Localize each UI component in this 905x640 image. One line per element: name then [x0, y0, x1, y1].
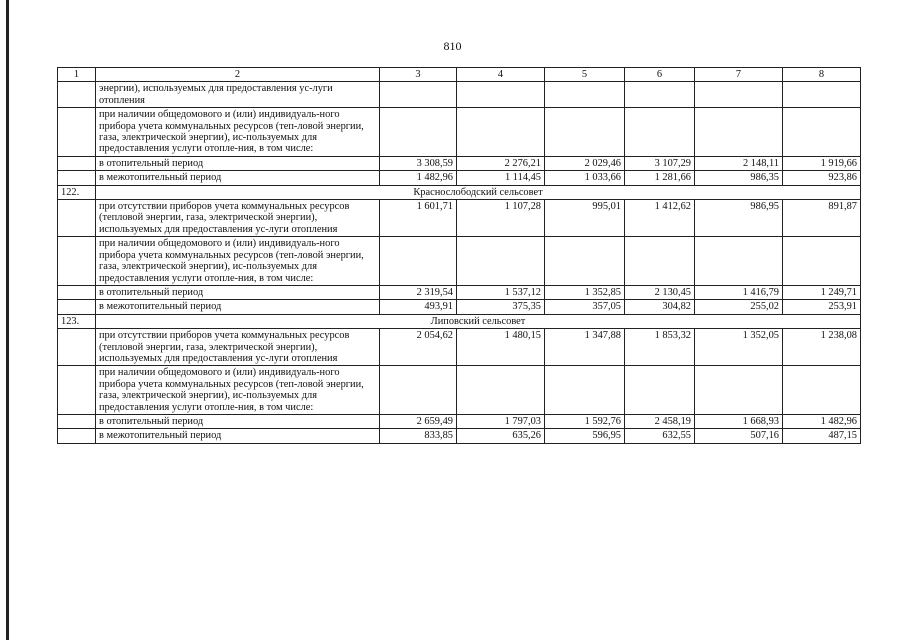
value-cell: 2 276,21	[457, 156, 545, 170]
value-cell: 995,01	[545, 200, 625, 237]
section-number: 123.	[58, 314, 96, 328]
value-cell: 375,35	[457, 300, 545, 314]
row-description: в отопительный период	[96, 156, 380, 170]
value-cell	[545, 366, 625, 415]
value-cell	[783, 82, 861, 108]
value-cell	[695, 366, 783, 415]
value-cell	[695, 237, 783, 286]
value-cell	[625, 366, 695, 415]
value-cell	[380, 108, 457, 157]
value-cell: 1 482,96	[380, 171, 457, 185]
table-body	[58, 68, 861, 444]
value-cell	[625, 108, 695, 157]
row-number-cell	[58, 171, 96, 185]
row-description: при отсутствии приборов учета коммунальных ресурсов (тепловой энергии, газа, электрической энергии), используемых для предоставления ус-луги отопления	[96, 200, 380, 237]
row-description: в отопительный период	[96, 285, 380, 299]
page-number: 810	[443, 39, 462, 53]
row-number-cell	[58, 237, 96, 286]
value-cell: 596,95	[545, 429, 625, 443]
table-row	[58, 200, 861, 237]
value-cell	[380, 237, 457, 286]
header-cell: 6	[625, 68, 695, 82]
value-cell: 1 601,71	[380, 200, 457, 237]
value-cell	[545, 82, 625, 108]
table-row	[58, 171, 861, 185]
table-row	[58, 108, 861, 157]
value-cell: 1 412,62	[625, 200, 695, 237]
tariff-table	[57, 67, 861, 444]
header-cell: 4	[457, 68, 545, 82]
value-cell: 1 416,79	[695, 285, 783, 299]
row-number-cell	[58, 156, 96, 170]
value-cell: 923,86	[783, 171, 861, 185]
value-cell: 1 352,85	[545, 285, 625, 299]
row-number-cell	[58, 414, 96, 428]
value-cell: 1 853,32	[625, 329, 695, 366]
value-cell: 833,85	[380, 429, 457, 443]
value-cell	[695, 108, 783, 157]
value-cell	[783, 237, 861, 286]
row-number-cell	[58, 285, 96, 299]
row-number-cell	[58, 300, 96, 314]
value-cell	[545, 237, 625, 286]
table-row	[58, 156, 861, 170]
value-cell	[545, 108, 625, 157]
row-description: при наличии общедомового и (или) индивидуаль-ного прибора учета коммунальных ресурсов (теп-ловой энергии, газа, электрической энергии), ис-пользуемых для предоставления услуги отопле-ния, в том числе:	[96, 366, 380, 415]
value-cell: 2 659,49	[380, 414, 457, 428]
section-title: Липовский сельсовет	[96, 314, 861, 328]
value-cell: 507,16	[695, 429, 783, 443]
value-cell: 2 130,45	[625, 285, 695, 299]
value-cell	[625, 237, 695, 286]
value-cell: 357,05	[545, 300, 625, 314]
header-row	[58, 68, 861, 82]
value-cell: 2 458,19	[625, 414, 695, 428]
value-cell	[457, 82, 545, 108]
value-cell: 635,26	[457, 429, 545, 443]
row-description: при наличии общедомового и (или) индивидуаль-ного прибора учета коммунальных ресурсов (теп-ловой энергии, газа, электрической энергии), ис-пользуемых для предоставления услуги отопле-ния, в том числе:	[96, 108, 380, 157]
row-description: при наличии общедомового и (или) индивидуаль-ного прибора учета коммунальных ресурсов (теп-ловой энергии, газа, электрической энергии), ис-пользуемых для предоставления услуги отопле-ния, в том числе:	[96, 237, 380, 286]
value-cell: 2 148,11	[695, 156, 783, 170]
value-cell: 1 347,88	[545, 329, 625, 366]
value-cell	[695, 82, 783, 108]
value-cell: 3 308,59	[380, 156, 457, 170]
value-cell: 253,91	[783, 300, 861, 314]
value-cell	[380, 366, 457, 415]
header-cell: 5	[545, 68, 625, 82]
value-cell	[457, 108, 545, 157]
value-cell: 2 319,54	[380, 285, 457, 299]
table-row	[58, 237, 861, 286]
value-cell	[783, 366, 861, 415]
header-cell: 7	[695, 68, 783, 82]
table-row	[58, 82, 861, 108]
value-cell: 986,35	[695, 171, 783, 185]
page-edge-rule	[6, 0, 9, 640]
section-number: 122.	[58, 185, 96, 199]
value-cell: 1 238,08	[783, 329, 861, 366]
row-number-cell	[58, 108, 96, 157]
table-row	[58, 414, 861, 428]
header-cell: 3	[380, 68, 457, 82]
table-row	[58, 300, 861, 314]
value-cell: 1 033,66	[545, 171, 625, 185]
value-cell: 1 480,15	[457, 329, 545, 366]
row-description: в межотопительный период	[96, 429, 380, 443]
row-description: в межотопительный период	[96, 171, 380, 185]
row-description: энергии), используемых для предоставления ус-луги отопления	[96, 82, 380, 108]
value-cell: 2 054,62	[380, 329, 457, 366]
row-description: в отопительный период	[96, 414, 380, 428]
value-cell: 1 482,96	[783, 414, 861, 428]
value-cell: 255,02	[695, 300, 783, 314]
value-cell: 1 281,66	[625, 171, 695, 185]
table-row	[58, 329, 861, 366]
value-cell: 487,15	[783, 429, 861, 443]
value-cell: 304,82	[625, 300, 695, 314]
row-number-cell	[58, 366, 96, 415]
value-cell: 1 592,76	[545, 414, 625, 428]
row-description: при отсутствии приборов учета коммунальных ресурсов (тепловой энергии, газа, электрической энергии), используемых для предоставления ус-луги отопления	[96, 329, 380, 366]
section-row	[58, 185, 861, 199]
header-cell: 2	[96, 68, 380, 82]
row-number-cell	[58, 82, 96, 108]
value-cell	[380, 82, 457, 108]
value-cell: 2 029,46	[545, 156, 625, 170]
value-cell: 1 249,71	[783, 285, 861, 299]
value-cell: 986,95	[695, 200, 783, 237]
value-cell: 891,87	[783, 200, 861, 237]
value-cell: 1 919,66	[783, 156, 861, 170]
value-cell: 1 107,28	[457, 200, 545, 237]
value-cell: 1 114,45	[457, 171, 545, 185]
header-cell: 8	[783, 68, 861, 82]
value-cell	[457, 366, 545, 415]
value-cell	[783, 108, 861, 157]
table-row	[58, 285, 861, 299]
table-row	[58, 429, 861, 443]
value-cell: 1 668,93	[695, 414, 783, 428]
value-cell: 1 352,05	[695, 329, 783, 366]
section-title: Краснослободский сельсовет	[96, 185, 861, 199]
row-number-cell	[58, 429, 96, 443]
row-number-cell	[58, 200, 96, 237]
header-cell: 1	[58, 68, 96, 82]
value-cell	[457, 237, 545, 286]
value-cell	[625, 82, 695, 108]
row-description: в межотопительный период	[96, 300, 380, 314]
value-cell: 493,91	[380, 300, 457, 314]
value-cell: 1 797,03	[457, 414, 545, 428]
value-cell: 3 107,29	[625, 156, 695, 170]
value-cell: 1 537,12	[457, 285, 545, 299]
section-row	[58, 314, 861, 328]
value-cell: 632,55	[625, 429, 695, 443]
table-row	[58, 366, 861, 415]
row-number-cell	[58, 329, 96, 366]
